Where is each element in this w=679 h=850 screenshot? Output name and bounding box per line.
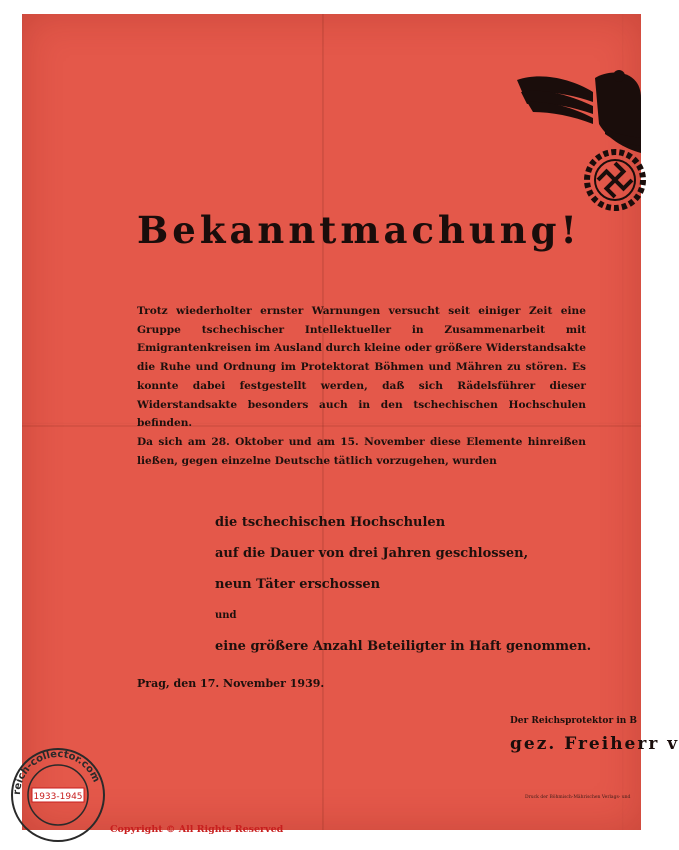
measure-item: neun Täter erschossen	[215, 577, 381, 592]
measure-item: eine größere Anzahl Beteiligter in Haft genommen.	[215, 639, 592, 654]
signature-title: Der Reichsprotektor in B	[510, 716, 638, 726]
printer-imprint: Druck der Böhmisch-Mährischen Verlags- und	[525, 795, 631, 800]
signature-name: gez. Freiherr v	[510, 734, 679, 754]
measures-list	[215, 512, 595, 667]
measure-item: auf die Dauer von drei Jahren geschlossen,	[215, 546, 529, 561]
measure-item: die tschechischen Hochschulen	[215, 515, 446, 530]
paragraph-incident: Da sich am 28. Oktober und am 15. November diese Elemente hinreißen ließen, gegen einzelne Deutsche tätlich vorzugehen, wurden	[137, 435, 586, 467]
announcement-body	[137, 302, 586, 470]
stamp-text: reich-collector.com	[11, 748, 102, 796]
paragraph-warning: Trotz wiederholter ernster Warnungen versucht seit einiger Zeit eine Gruppe tschechischer Intellektueller in Zusammenarbeit mit Emigrantenkreisen im Ausland durch kleine oder größere Widerstandsakte die Ruhe und Ordnung im Protektorat Böhmen und Mähren zu stören. Es konnte dabei festgestellt werden, daß sich Rädelsführer dieser Widerstandsakte besonders auch in den tschechischen Hochschulen befinden.	[137, 305, 586, 430]
copyright-notice: Copyright © All Rights Reserved	[110, 824, 284, 835]
stamp-years: 1933-1945	[33, 792, 83, 802]
date-line: Prag, den 17. November 1939.	[137, 677, 325, 690]
eagle-wreath-emblem-icon	[515, 68, 641, 218]
collector-stamp-icon	[8, 745, 108, 845]
poster-title: Bekanntmachung!	[137, 208, 581, 252]
measure-conjunction: und	[215, 610, 237, 621]
